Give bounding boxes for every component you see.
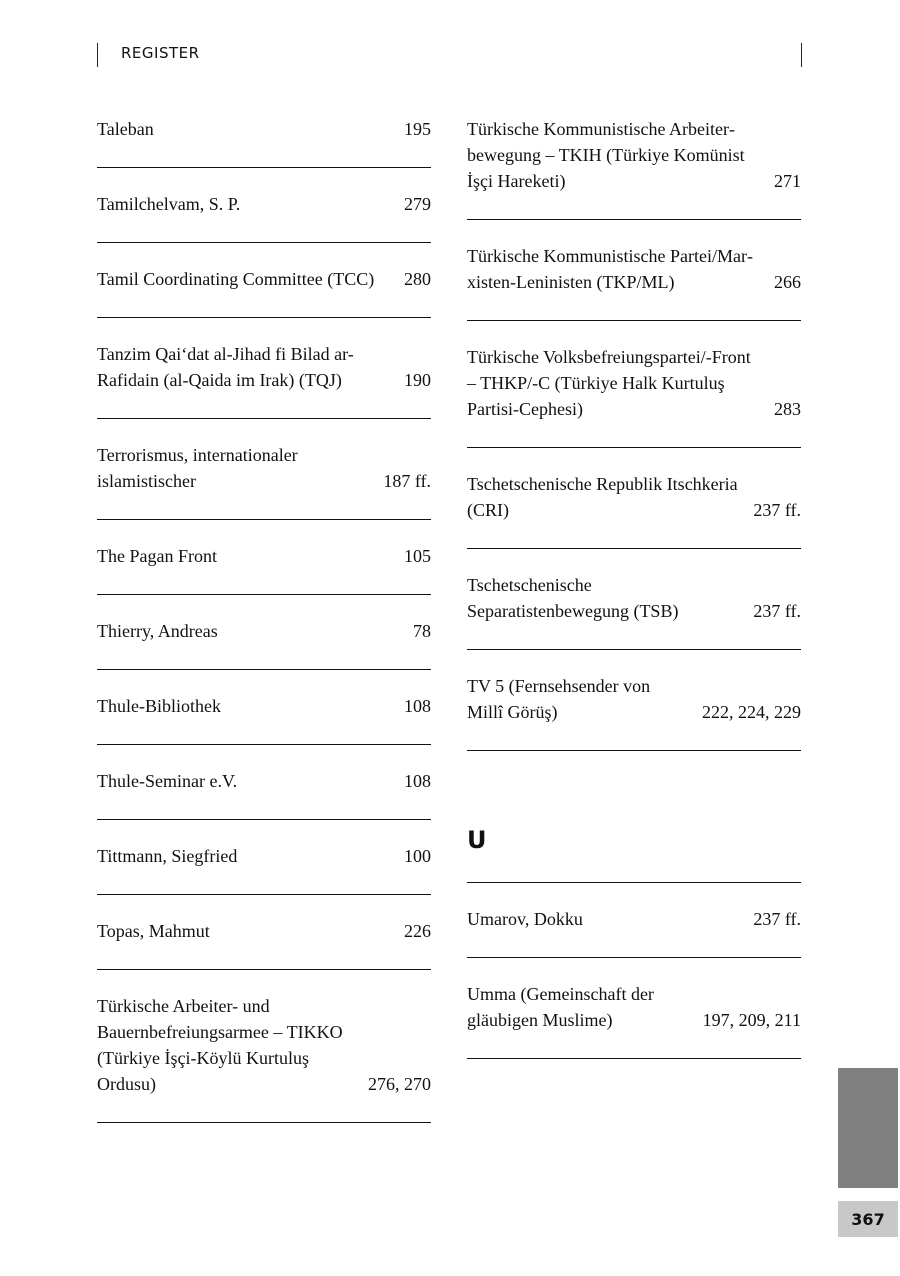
index-entry [97, 419, 431, 520]
index-entry [467, 448, 801, 549]
entry-term: Tschetschenische Republik Itschkeria (CRI) [467, 474, 738, 520]
entry-term: Thule-Bibliothek [97, 696, 221, 716]
entry-pages: 190 [404, 370, 431, 390]
index-entry [97, 595, 431, 670]
index-entry [467, 93, 801, 220]
entry-term: Tanzim Qai‘dat al-Jihad fi Bilad ar-Rafidain (al-Qaida im Irak) (TQJ) [97, 344, 354, 390]
entry-pages: 222, 224, 229 [702, 702, 801, 722]
entry-term: Türkische Volksbefreiungspartei/-Front – THKP/-C (Türkiye Halk Kurtuluş Partisi-Cephesi) [467, 347, 751, 419]
index-entry [467, 883, 801, 958]
entry-pages: 78 [413, 621, 431, 641]
entry-term: Türkische Kommunistische Partei/Marxisten-Leninisten (TKP/ML) [467, 246, 753, 292]
thumb-index-tab [838, 1068, 898, 1188]
entry-pages: 195 [404, 119, 431, 139]
entry-pages: 197, 209, 211 [702, 1010, 801, 1030]
entry-term: Thierry, Andreas [97, 621, 218, 641]
entry-pages: 266 [774, 272, 801, 292]
entry-term: Thule-Seminar e.V. [97, 771, 238, 791]
index-column-right [467, 93, 801, 1059]
index-entry [97, 970, 431, 1123]
index-entry [97, 243, 431, 318]
entry-term: Türkische Arbeiter- und Bauernbefreiungsarmee – TIKKO (Türkiye İşçi-Köylü Kurtuluş Ordusu) [97, 996, 343, 1094]
entry-pages: 226 [404, 921, 431, 941]
entry-term: Tschetschenische Separatistenbewegung (TSB) [467, 575, 679, 621]
index-entry [97, 820, 431, 895]
index-entry [97, 318, 431, 419]
index-entry [467, 321, 801, 448]
entry-term: Terrorismus, internationaler islamistischer [97, 445, 298, 491]
page-number: 367 [838, 1201, 898, 1237]
index-entry [97, 745, 431, 820]
index-entry [467, 958, 801, 1059]
entry-pages: 237 ff. [753, 601, 801, 621]
index-entry [97, 670, 431, 745]
entry-pages: 105 [404, 546, 431, 566]
index-entry [467, 650, 801, 751]
entry-pages: 237 ff. [753, 500, 801, 520]
entry-term: Umarov, Dokku [467, 909, 583, 929]
entry-term: Tamil Coordinating Committee (TCC) [97, 269, 375, 289]
entry-pages: 271 [774, 171, 801, 191]
index-entry [467, 220, 801, 321]
entry-pages: 108 [404, 696, 431, 716]
entry-pages: 276, 270 [368, 1074, 431, 1094]
entry-pages: 283 [774, 399, 801, 419]
index-entry [467, 549, 801, 650]
index-entry [97, 168, 431, 243]
header-rule-left [97, 43, 98, 67]
entry-term: TV 5 (Fernsehsender von Millî Görüş) [467, 676, 651, 722]
index-entry [97, 93, 431, 168]
entry-pages: 280 [404, 269, 431, 289]
running-header: REGISTER [121, 44, 200, 62]
entry-pages: 100 [404, 846, 431, 866]
index-column-left [97, 93, 431, 1123]
entry-term: Türkische Kommunistische Arbeiterbewegung – TKIH (Türkiye Komünist İşçi Hareketi) [467, 119, 745, 191]
entry-pages: 108 [404, 771, 431, 791]
index-entry [97, 520, 431, 595]
entry-term: Tittmann, Siegfried [97, 846, 238, 866]
entry-term: Umma (Gemeinschaft der gläubigen Muslime) [467, 984, 654, 1030]
entry-term: The Pagan Front [97, 546, 217, 566]
entry-pages: 187 ff. [383, 471, 431, 491]
header-rule-right [801, 43, 802, 67]
entry-term: Taleban [97, 119, 154, 139]
entry-pages: 279 [404, 194, 431, 214]
entry-pages: 237 ff. [753, 909, 801, 929]
entry-term: Tamilchelvam, S. P. [97, 194, 241, 214]
index-entry [97, 895, 431, 970]
entry-term: Topas, Mahmut [97, 921, 210, 941]
section-letter: U [467, 751, 801, 883]
